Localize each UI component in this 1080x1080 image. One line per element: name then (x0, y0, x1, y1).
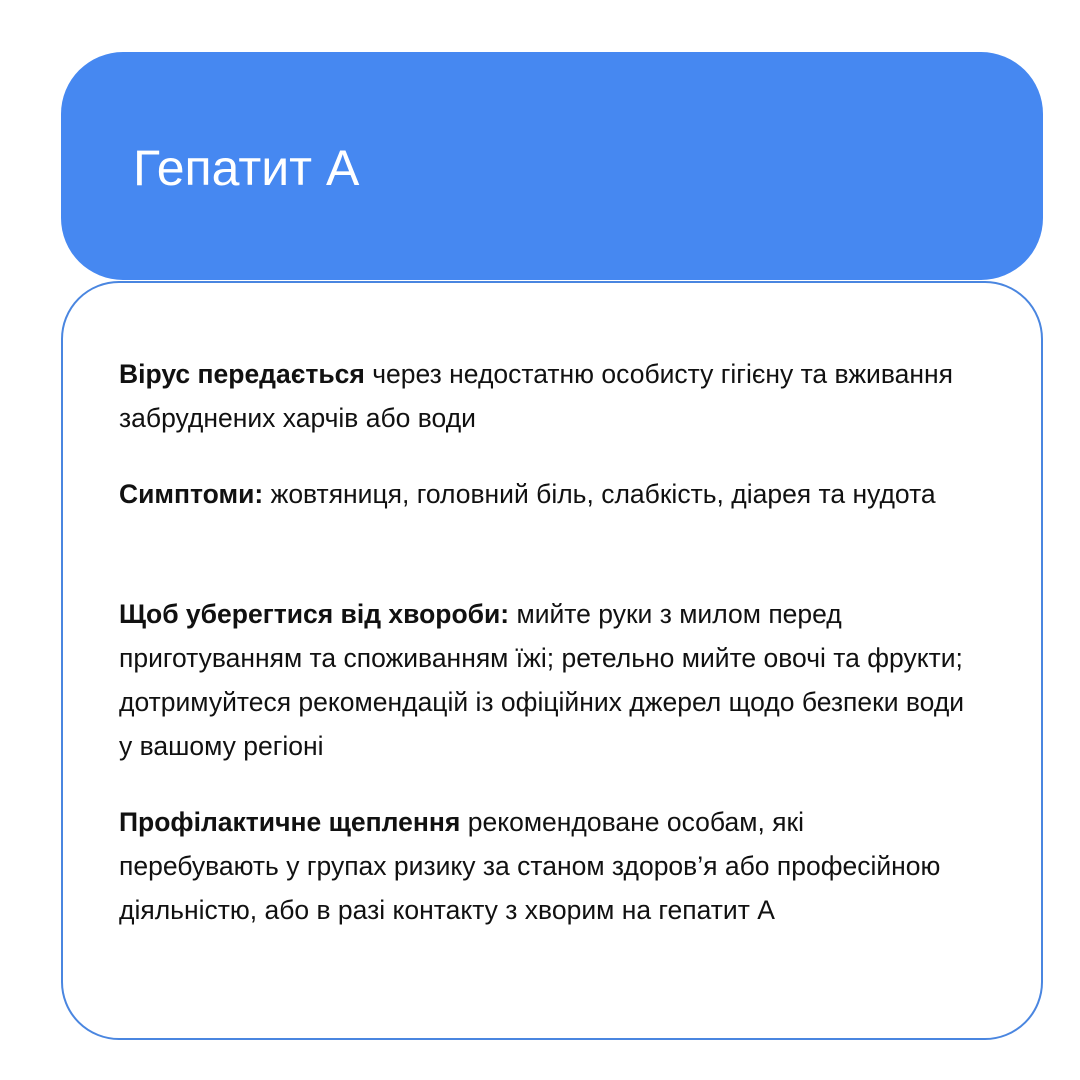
vaccination-text: рекомендоване особам, які перебувають у групах ризику за станом здоров’я або професійною діяльністю, або в разі контакту з хворим на гепатит А (119, 807, 941, 925)
symptoms-text: жовтяниця, головний біль, слабкість, діарея та нудота (263, 479, 936, 509)
header-card (61, 52, 1043, 280)
vaccination-label: Профілактичне щеплення (119, 807, 461, 837)
prevention-label: Щоб уберегтися від хвороби: (119, 599, 510, 629)
prevention-text: мийте руки з милом перед приготуванням та споживанням їжі; ретельно мийте овочі та фрукти; дотримуйтеся рекомендацій із офіційних джерел щодо безпеки води у вашому регіоні (119, 599, 965, 761)
symptoms-paragraph (119, 472, 969, 516)
transmission-paragraph (119, 352, 969, 440)
page-title: Гепатит А (133, 140, 360, 196)
transmission-label: Вірус передається (119, 359, 365, 389)
symptoms-label: Симптоми: (119, 479, 264, 509)
transmission-text: через недостатню особисту гігієну та вживання забруднених харчів або води (119, 359, 953, 433)
vaccination-paragraph (119, 800, 969, 932)
prevention-paragraph (119, 592, 969, 768)
